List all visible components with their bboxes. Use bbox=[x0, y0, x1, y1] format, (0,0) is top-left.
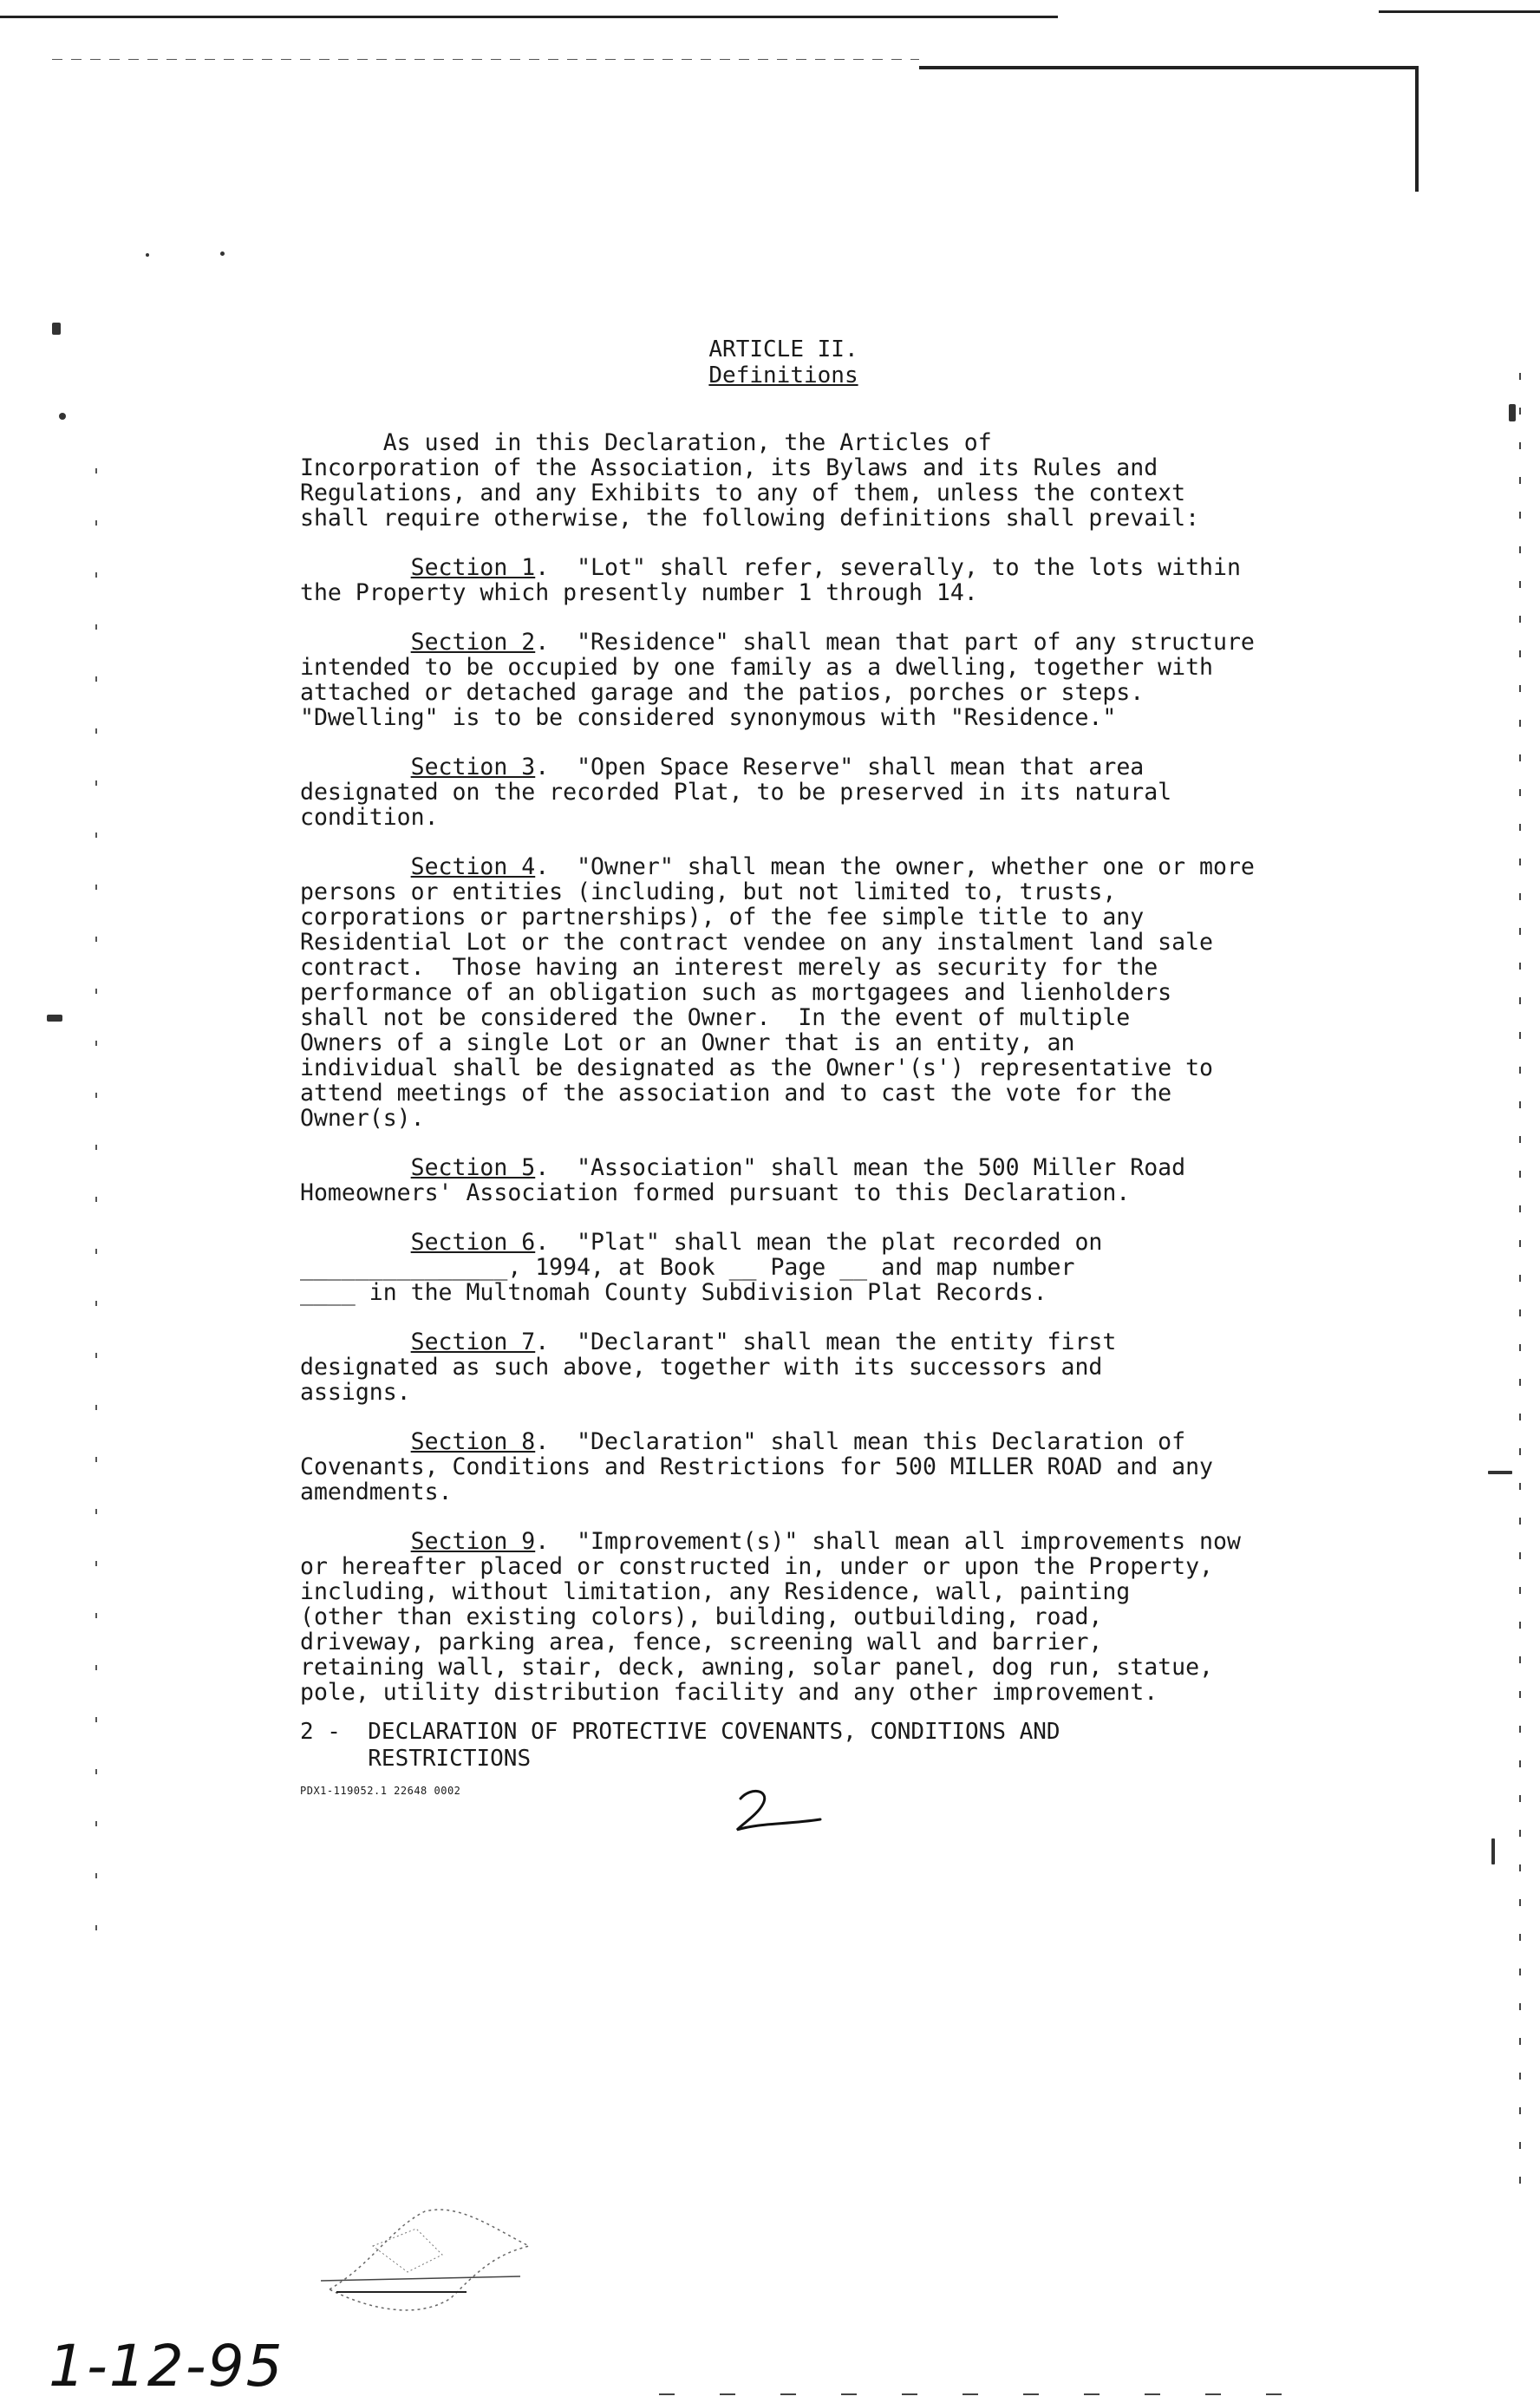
section-7 bbox=[300, 1329, 1297, 1405]
document-body bbox=[300, 336, 1297, 1705]
section-4 bbox=[300, 854, 1297, 1131]
scan-speck bbox=[220, 251, 225, 256]
section-3 bbox=[300, 754, 1297, 830]
section-label: Section 7 bbox=[410, 1329, 536, 1355]
section-label: Section 6 bbox=[410, 1229, 536, 1256]
scan-edge-top-dashes bbox=[52, 59, 919, 60]
scan-speck bbox=[1509, 404, 1516, 421]
scan-edge-top-right bbox=[1379, 10, 1540, 13]
section-1 bbox=[300, 555, 1297, 605]
scan-edge-top bbox=[0, 16, 1058, 18]
section-label: Section 5 bbox=[410, 1154, 536, 1181]
scan-frame-right bbox=[1415, 66, 1419, 192]
section-5 bbox=[300, 1155, 1297, 1205]
section-text: . "Plat" shall mean the plat recorded on _______________, 1994, at Book __ Page __ and map number ____ in the Multnomah County Subdivision Plat Records. bbox=[300, 1229, 1103, 1306]
section-text: . "Association" shall mean the 500 Miller Road Homeowners' Association formed pursuant to this Declaration. bbox=[300, 1154, 1186, 1206]
scan-speck bbox=[1491, 1838, 1495, 1864]
section-2 bbox=[300, 630, 1297, 730]
section-text: . "Open Space Reserve" shall mean that area designated on the recorded Plat, to be preserved in its natural condition. bbox=[300, 754, 1172, 831]
section-8 bbox=[300, 1429, 1297, 1505]
section-label: Section 1 bbox=[410, 554, 536, 581]
section-label: Section 9 bbox=[410, 1528, 536, 1555]
section-text: . "Residence" shall mean that part of any structure intended to be occupied by one family as a dwelling, together with attached or detached garage and the patios, porches or steps. "Dwelling" is to be considered synonymous with "Residence." bbox=[300, 629, 1255, 731]
page-footer: 2 - DECLARATION OF PROTECTIVE COVENANTS, CONDITIONS AND RESTRICTIONS bbox=[300, 1719, 1060, 1772]
article-number: ARTICLE II. bbox=[708, 336, 858, 362]
scan-edge-bottom-dashes bbox=[659, 2393, 1283, 2395]
handwritten-date: 1-12-95 bbox=[49, 2333, 284, 2400]
section-label: Section 4 bbox=[410, 853, 536, 880]
scan-edge-left-dots bbox=[95, 468, 97, 1943]
intro-paragraph: As used in this Declaration, the Articles of Incorporation of the Association, its Bylaws and its Rules and Regulations, and any Exhibits to any of them, unless the context shall require otherwise, the following definitions shall prevail: bbox=[300, 429, 1200, 532]
scan-speck bbox=[59, 413, 66, 420]
scan-speck bbox=[47, 1015, 62, 1022]
section-text: . "Lot" shall refer, severally, to the lots within the Property which presently number 1 through 14. bbox=[300, 554, 1241, 606]
scan-speck bbox=[1488, 1471, 1512, 1474]
scan-speck bbox=[146, 253, 149, 257]
article-title: Definitions bbox=[708, 362, 858, 389]
section-6 bbox=[300, 1230, 1297, 1305]
section-label: Section 8 bbox=[410, 1428, 536, 1455]
scan-edge-right-dots bbox=[1519, 373, 1521, 2194]
section-label: Section 2 bbox=[410, 629, 536, 656]
section-text: . "Declarant" shall mean the entity first designated as such above, together with its successors and assigns. bbox=[300, 1329, 1117, 1406]
scan-mark-bottom-left bbox=[336, 2291, 467, 2293]
section-text: . "Owner" shall mean the owner, whether one or more persons or entities (including, but not limited to, trusts, corporations or partnerships), of the fee simple title to any Residential Lot or the contract vendee on any instalment land sale contract. Those having an interest merely as security for the performance of an obligation such as mortgagees and lienholders shall not be considered the Owner. In the event of multiple Owners of a single Lot or an Owner that is an entity, an individual shall be designated as the Owner'(s') representative to attend meetings of the association and to cast the vote for the Owner(s). bbox=[300, 853, 1255, 1132]
section-text: . "Improvement(s)" shall mean all improvements now or hereafter placed or constructed in, under or upon the Property, including, without limitation, any Residence, wall, painting (other than existing colors), building, outbuilding, road, driveway, parking area, fence, screening wall and barrier, retaining wall, stair, deck, awning, solar panel, dog run, statue, pole, utility distribution facility and any other improvement. bbox=[300, 1528, 1241, 1706]
handwritten-page-number bbox=[725, 1785, 838, 1837]
section-9 bbox=[300, 1529, 1297, 1705]
scan-speck bbox=[52, 323, 61, 335]
scan-frame-top bbox=[919, 66, 1418, 69]
document-id: PDX1-119052.1 22648 0002 bbox=[300, 1785, 461, 1797]
section-text: . "Declaration" shall mean this Declaration of Covenants, Conditions and Restrictions for 500 MILLER ROAD and any amendments. bbox=[300, 1428, 1213, 1505]
article-heading bbox=[270, 336, 1297, 389]
scan-smudge bbox=[321, 2194, 546, 2324]
section-label: Section 3 bbox=[410, 754, 536, 780]
